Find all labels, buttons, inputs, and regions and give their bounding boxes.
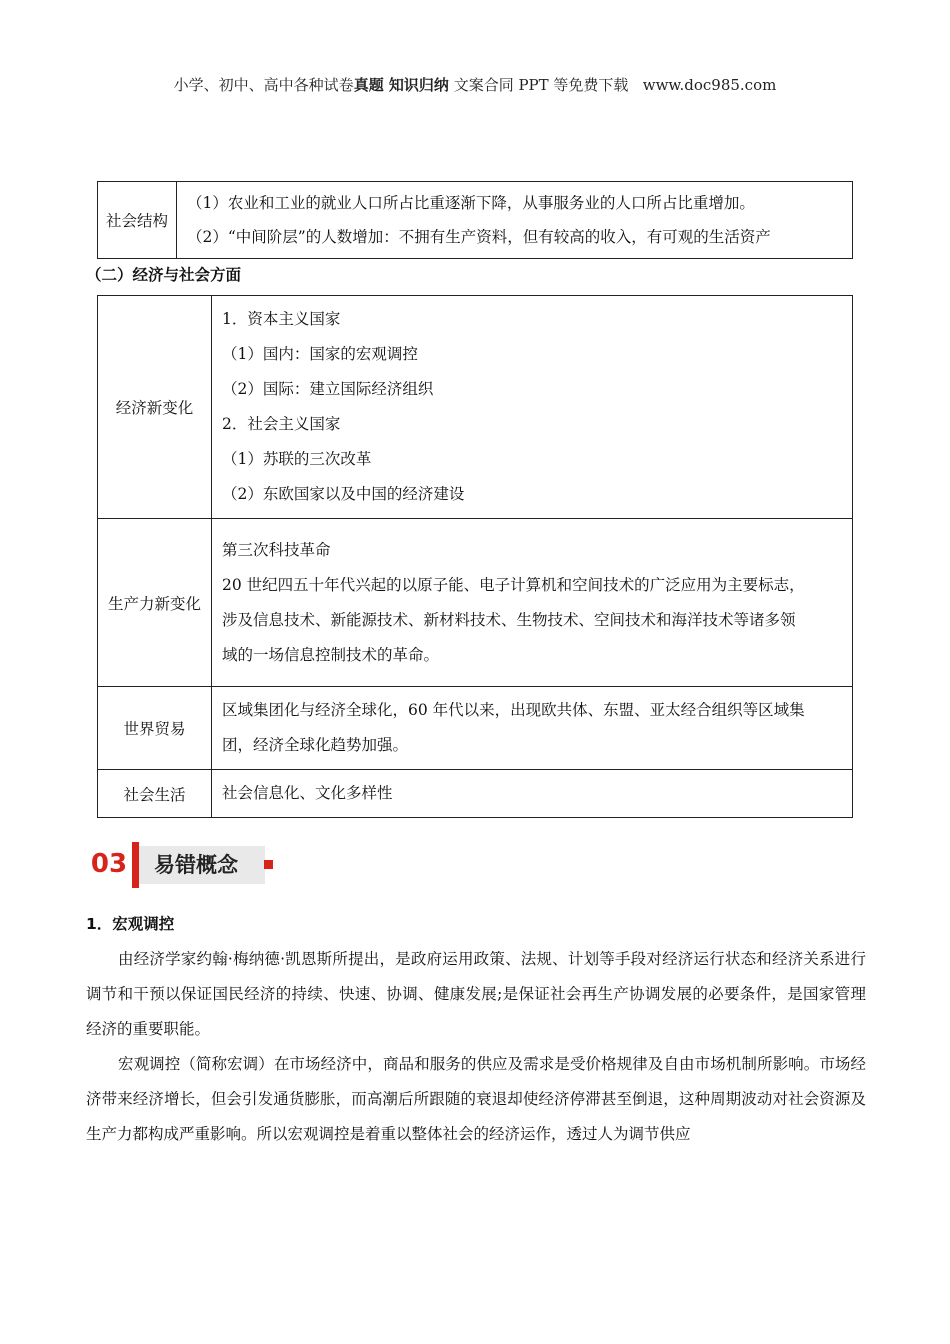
row-content bbox=[177, 182, 853, 259]
row-content bbox=[212, 687, 853, 770]
row-content bbox=[212, 519, 853, 687]
content-line: （1）农业和工业的就业人口所占比重逐渐下降，从事服务业的人口所占比重增加。 bbox=[187, 194, 755, 212]
header-text-c: 文案合同 PPT 等免费下载 bbox=[448, 76, 629, 94]
content-line: （2）国际：建立国际经济组织 bbox=[222, 380, 434, 398]
content-line: 团，经济全球化趋势加强。 bbox=[222, 736, 409, 754]
content-line: 第三次科技革命 bbox=[222, 540, 331, 559]
header-url[interactable]: www.doc985.com bbox=[642, 76, 777, 94]
content-line: 20 世纪四五十年代兴起的以原子能、电子计算机和空间技术的广泛应用为主要标志， bbox=[222, 575, 805, 594]
table-row bbox=[98, 519, 853, 687]
row-content bbox=[212, 770, 853, 818]
header-text-a: 小学、初中、高中各种试卷 bbox=[173, 76, 354, 94]
content-line: 涉及信息技术、新能源技术、新材料技术、生物技术、空间技术和海洋技术等诸多领 bbox=[222, 610, 796, 629]
row-label: 社会生活 bbox=[98, 770, 212, 818]
content-line: （1）苏联的三次改革 bbox=[222, 450, 372, 468]
row-label: 生产力新变化 bbox=[98, 519, 212, 687]
content-line: （2）“中间阶层”的人数增加：不拥有生产资料，但有较高的收入，有可观的生活资产 bbox=[187, 228, 771, 246]
header-text-b: 真题 知识归纳 bbox=[353, 76, 449, 94]
concept-heading: 1．宏观调控 bbox=[86, 915, 175, 933]
table-row bbox=[98, 182, 853, 259]
square-icon bbox=[264, 860, 273, 869]
content-line: 1．资本主义国家 bbox=[222, 310, 341, 328]
content-line: 社会信息化、文化多样性 bbox=[222, 784, 393, 802]
content-line: （1）国内：国家的宏观调控 bbox=[222, 345, 418, 363]
table-row bbox=[98, 687, 853, 770]
content-line: 域的一场信息控制技术的革命。 bbox=[222, 645, 440, 664]
content-line: 2．社会主义国家 bbox=[222, 415, 341, 433]
content-line: 区域集团化与经济全球化，60 年代以来，出现欧共体、东盟、亚太经合组织等区域集 bbox=[222, 701, 805, 719]
table-row bbox=[98, 296, 853, 519]
content-line: （2）东欧国家以及中国的经济建设 bbox=[222, 485, 465, 503]
section-title: （二）经济与社会方面 bbox=[86, 266, 242, 284]
row-label: 世界贸易 bbox=[98, 687, 212, 770]
row-content bbox=[212, 296, 853, 519]
badge-accent-bar bbox=[132, 842, 139, 888]
social-structure-table bbox=[97, 181, 853, 259]
badge-title: 易错概念 bbox=[154, 853, 238, 877]
table-row bbox=[98, 770, 853, 818]
economy-society-table bbox=[97, 295, 853, 818]
concept-paragraph: 宏观调控（简称宏调）在市场经济中，商品和服务的供应及需求是受价格规律及自由市场机制所影响。市场经济带来经济增长，但会引发通货膨胀，而高潮后所跟随的衰退却使经济停滞甚至倒退，这种周期波动对社会资源及生产力都构成严重影响。所以宏观调控是着重以整体社会的经济运作，透过人为调节供应 bbox=[86, 1055, 866, 1143]
page-header bbox=[0, 74, 950, 95]
section-badge bbox=[88, 842, 278, 888]
row-label: 经济新变化 bbox=[98, 296, 212, 519]
badge-number: 03 bbox=[90, 849, 128, 879]
concept-paragraph: 由经济学家约翰·梅纳德·凯恩斯所提出，是政府运用政策、法规、计划等手段对经济运行状态和经济关系进行调节和干预以保证国民经济的持续、快速、协调、健康发展;是保证社会再生产协调发展的必要条件，是国家管理经济的重要职能。 bbox=[86, 950, 866, 1038]
row-label: 社会结构 bbox=[98, 182, 177, 259]
